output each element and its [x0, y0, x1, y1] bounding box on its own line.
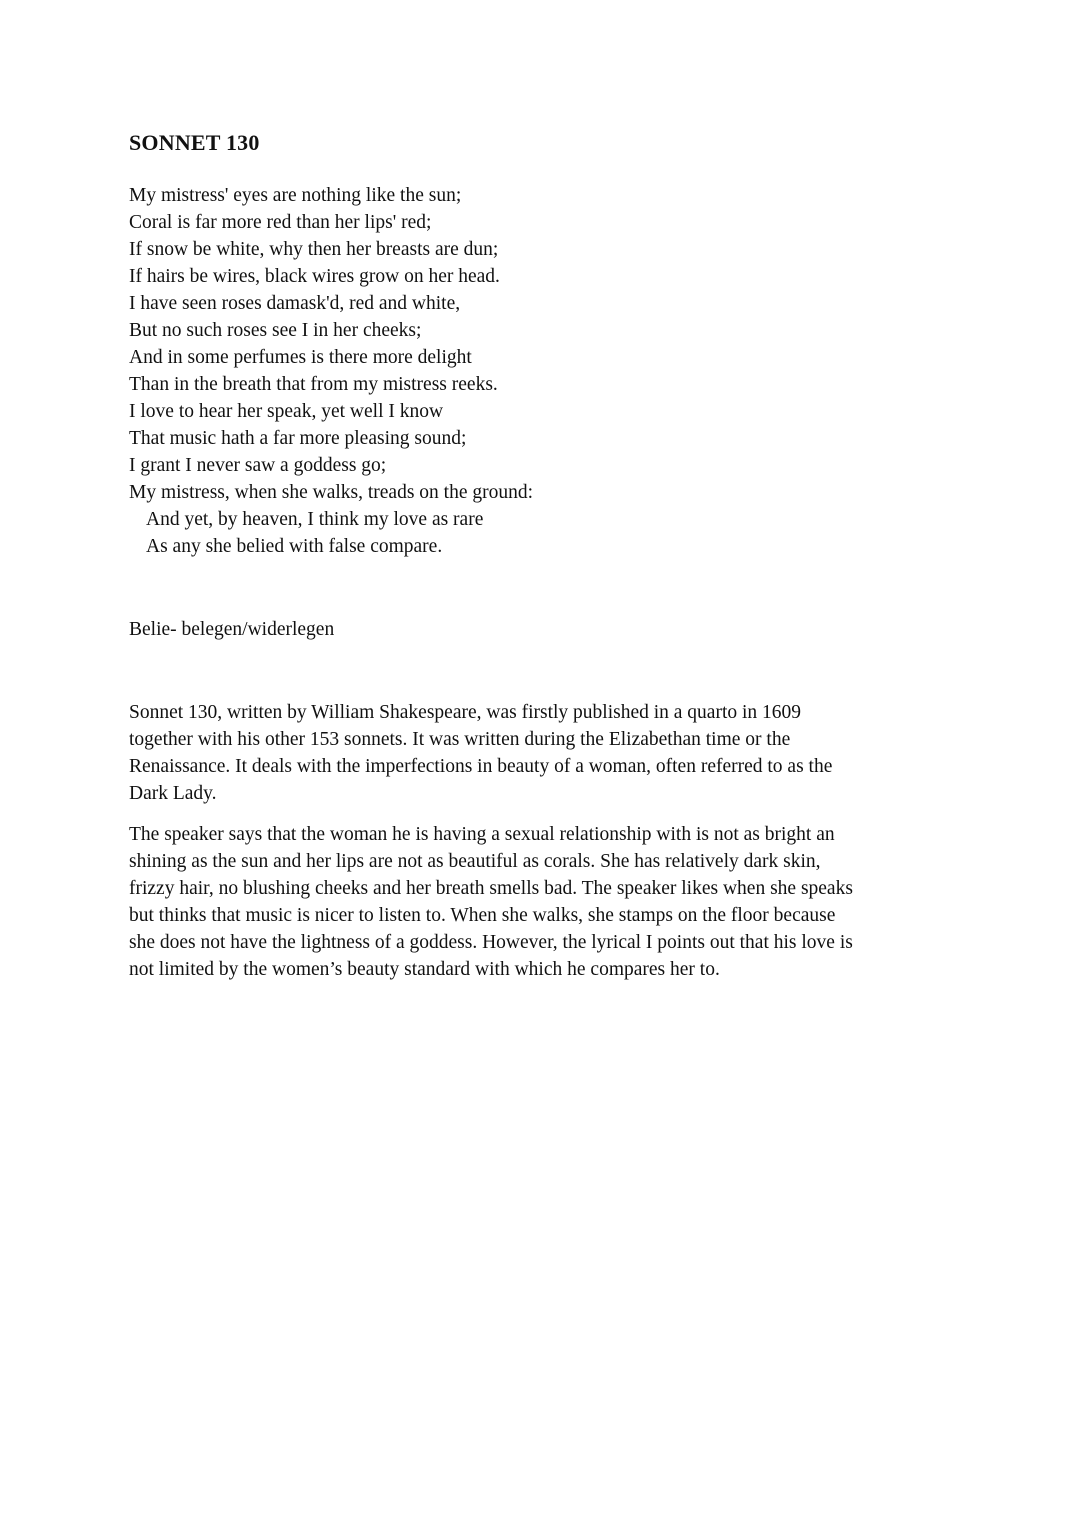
- poem-line: If snow be white, why then her breasts are dun;: [129, 239, 499, 260]
- poem-line: I have seen roses damask'd, red and white,: [129, 293, 461, 314]
- poem-line: I love to hear her speak, yet well I know: [129, 401, 444, 422]
- poem-couplet-line: And yet, by heaven, I think my love as rare: [146, 509, 484, 530]
- poem-line: If hairs be wires, black wires grow on her head.: [129, 266, 500, 287]
- poem-line: But no such roses see I in her cheeks;: [129, 320, 422, 341]
- poem-couplet-line: As any she belied with false compare.: [146, 536, 443, 557]
- poem-line: Than in the breath that from my mistress reeks.: [129, 374, 498, 395]
- paragraph-line: shining as the sun and her lips are not as beautiful as corals. She has relatively dark skin,: [129, 851, 821, 872]
- summary-paragraph: [129, 821, 949, 983]
- poem-line: My mistress' eyes are nothing like the sun;: [129, 185, 462, 206]
- poem-line: Coral is far more red than her lips' red;: [129, 212, 432, 233]
- paragraph-line: not limited by the women’s beauty standard with which he compares her to.: [129, 959, 720, 980]
- document-title: SONNET 130: [129, 130, 260, 155]
- paragraph-line: frizzy hair, no blushing cheeks and her breath smells bad. The speaker likes when she speaks: [129, 878, 853, 899]
- paragraph-line: together with his other 153 sonnets. It was written during the Elizabethan time or the: [129, 729, 791, 750]
- paragraph-line: Sonnet 130, written by William Shakespeare, was firstly published in a quarto in 1609: [129, 702, 802, 723]
- poem-line: That music hath a far more pleasing sound;: [129, 428, 467, 449]
- paragraph-line: but thinks that music is nicer to listen to. When she walks, she stamps on the floor because: [129, 905, 836, 926]
- paragraph-line: Dark Lady.: [129, 783, 217, 804]
- poem-line: My mistress, when she walks, treads on the ground:: [129, 482, 534, 503]
- poem-line: I grant I never saw a goddess go;: [129, 455, 387, 476]
- paragraph-line: she does not have the lightness of a goddess. However, the lyrical I points out that his love is: [129, 932, 853, 953]
- paragraph-line: The speaker says that the woman he is having a sexual relationship with is not as bright an: [129, 824, 835, 845]
- paragraph-line: Renaissance. It deals with the imperfections in beauty of a woman, often referred to as the: [129, 756, 833, 777]
- vocabulary-note: Belie- belegen/widerlegen: [129, 619, 335, 640]
- sonnet-poem: [129, 182, 949, 560]
- intro-paragraph: [129, 699, 949, 807]
- poem-line: And in some perfumes is there more delight: [129, 347, 472, 368]
